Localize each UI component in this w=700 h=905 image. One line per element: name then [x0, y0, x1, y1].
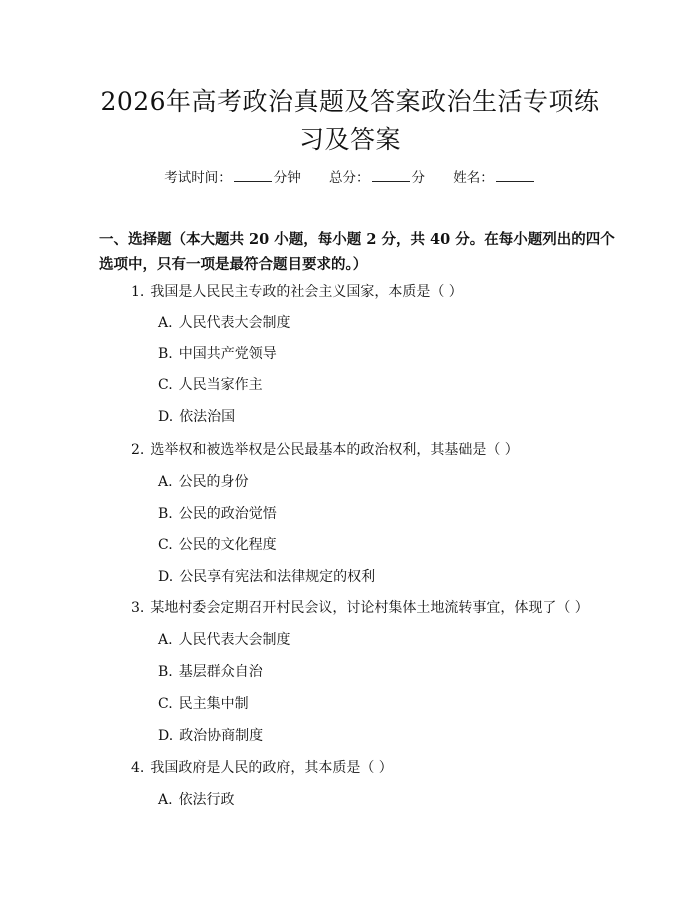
question-2-option-a[interactable] — [158, 472, 249, 492]
question-text: 某地村委会定期召开村民会议，讨论村集体土地流转事宜，体现了（ ） — [150, 600, 589, 616]
question-number: 4. — [131, 760, 145, 776]
option-letter: C. — [158, 377, 173, 393]
option-letter: A. — [158, 474, 173, 490]
question-2 — [131, 440, 519, 460]
exam-time-label: 考试时间： — [164, 170, 232, 186]
question-3-option-a[interactable] — [158, 630, 291, 650]
option-letter: B. — [158, 506, 173, 522]
option-text: 人民当家作主 — [178, 377, 263, 393]
option-text: 公民的文化程度 — [178, 537, 277, 553]
question-number: 2. — [131, 442, 145, 458]
question-1-option-b[interactable] — [158, 344, 277, 364]
option-text: 人民代表大会制度 — [178, 632, 291, 648]
option-letter: A. — [158, 632, 173, 648]
option-letter: A. — [158, 792, 173, 808]
question-3-option-c[interactable] — [158, 694, 249, 714]
option-text: 中国共产党领导 — [178, 346, 277, 362]
question-4-option-a[interactable] — [158, 790, 235, 810]
exam-score — [329, 168, 425, 188]
option-letter: D. — [158, 569, 174, 585]
question-2-option-c[interactable] — [158, 535, 277, 555]
option-letter: B. — [158, 664, 173, 680]
option-text: 基层群众自治 — [178, 664, 263, 680]
exam-meta — [0, 168, 700, 188]
question-number: 1. — [131, 284, 145, 300]
option-text: 依法治国 — [179, 409, 236, 425]
student-name-blank — [496, 168, 534, 182]
option-letter: A. — [158, 315, 173, 331]
exam-time — [164, 168, 301, 188]
page-title-line-2: 习及答案 — [298, 125, 401, 154]
question-1-option-c[interactable] — [158, 375, 263, 395]
option-letter: D. — [158, 728, 174, 744]
option-text: 公民的政治觉悟 — [178, 506, 277, 522]
exam-score-label: 总分： — [329, 170, 370, 186]
option-text: 民主集中制 — [178, 696, 249, 712]
section-heading: 一、选择题（本大题共 20 小题，每小题 2 分，共 40 分。在每小题列出的四个选项中，只有一项是最符合题目要求的。） — [99, 231, 615, 273]
option-text: 依法行政 — [178, 792, 235, 808]
option-letter: D. — [158, 409, 174, 425]
question-number: 3. — [131, 600, 145, 616]
question-4 — [131, 758, 393, 778]
question-2-option-b[interactable] — [158, 504, 277, 524]
question-3 — [131, 598, 589, 618]
page-title-line-1: 2026年高考政治真题及答案政治生活专项练 — [100, 87, 600, 116]
question-text: 选举权和被选举权是公民最基本的政治权利，其基础是（ ） — [150, 442, 519, 458]
option-text: 政治协商制度 — [179, 728, 264, 744]
exam-time-unit: 分钟 — [273, 170, 301, 186]
question-text: 我国是人民民主专政的社会主义国家，本质是（ ） — [150, 284, 463, 300]
question-1 — [131, 282, 463, 302]
option-text: 公民享有宪法和法律规定的权利 — [179, 569, 376, 585]
option-letter: B. — [158, 346, 173, 362]
question-1-option-d[interactable] — [158, 407, 235, 427]
exam-time-blank — [234, 168, 272, 182]
question-3-option-d[interactable] — [158, 726, 263, 746]
student-name — [453, 168, 536, 188]
option-text: 人民代表大会制度 — [178, 315, 291, 331]
question-2-option-d[interactable] — [158, 567, 375, 587]
option-letter: C. — [158, 696, 173, 712]
option-letter: C. — [158, 537, 173, 553]
question-text: 我国政府是人民的政府，其本质是（ ） — [150, 760, 393, 776]
student-name-label: 姓名： — [453, 170, 494, 186]
exam-score-blank — [372, 168, 410, 182]
question-3-option-b[interactable] — [158, 662, 263, 682]
option-text: 公民的身份 — [178, 474, 249, 490]
exam-score-unit: 分 — [411, 170, 425, 186]
question-1-option-a[interactable] — [158, 313, 291, 333]
